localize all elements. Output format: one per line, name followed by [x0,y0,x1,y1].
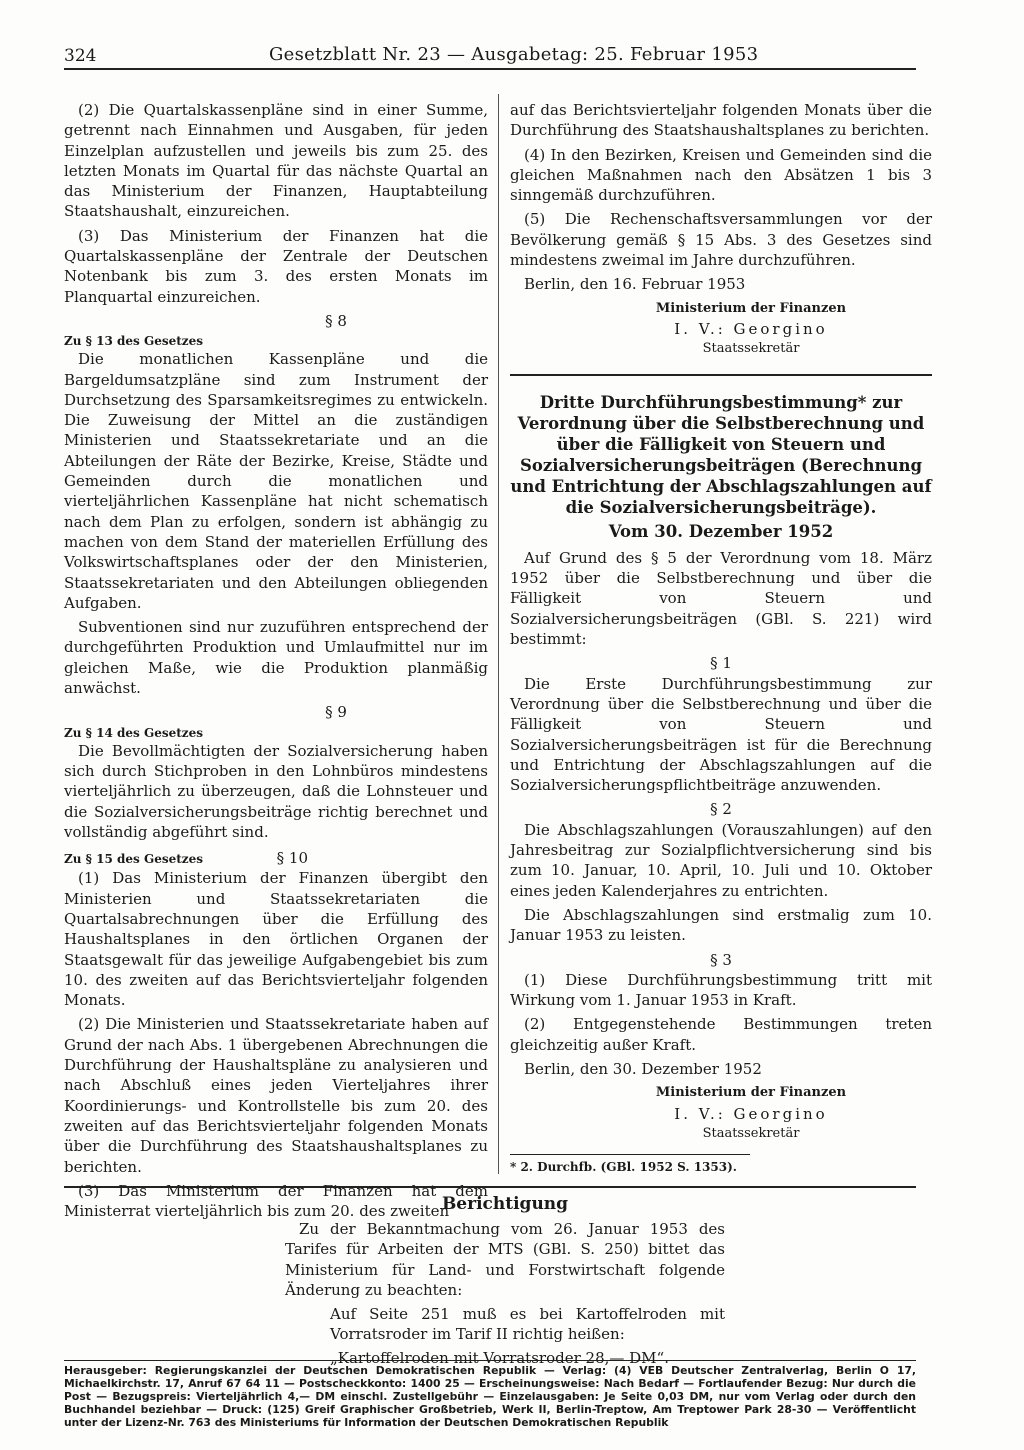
signature-name: I. V.: Georgino [674,319,828,338]
paragraph: Die Abschlagszahlungen sind erstmalig zum 10. Januar 1953 zu leisten. [510,905,932,945]
correction-title: Berichtigung [441,1194,569,1214]
paragraph: (4) In den Bezirken, Kreisen und Gemeinden sind die gleichen Maßnahmen nach den Absätzen 1 bis 3 sinngemäß durchzuführen. [510,145,932,205]
law-reference: Zu § 15 des Gesetzes [64,852,203,867]
regulation-date: Vom 30. Dezember 1952 [608,521,834,541]
signature-ministry: Ministerium der Finanzen [655,1085,847,1101]
section-heading: § 2 [710,800,732,819]
columns-bottom-rule [64,1186,916,1188]
signature-ministry: Ministerium der Finanzen [655,300,847,316]
footnote: * 2. Durchfb. (GBl. 1952 S. 1353). [510,1160,737,1175]
publisher-imprint: Herausgeber: Regierungskanzlei der Deutschen Demokratischen Republik — Verlag: (4) VEB Deutscher Zentralverlag, Berlin O 17, Michaelkirchstr. 17, Anruf 67 64 11 — Postscheckkonto: 1400 25 — Erscheinungsweise: Nach Bedarf — Fortlaufender Bezug: Nur durch die Post — Bezugspreis: Vierteljährlich 4,— DM einschl. Zustellgebühr — Einzelausgaben: Je Seite 0,03 DM, nur vom Verlag oder durch den Buchhandel beziehbar — Druck: (125) Greif Graphischer Großbetrieb, Werk II, Berlin-Treptow, Am Treptower Park 28-30 — Veröffentlicht unter der Lizenz-Nr. 763 des Ministeriums für Information der Deutschen Demokratischen Republik [64,1364,916,1429]
paragraph: Die monatlichen Kassenpläne und die Bargeldumsatzpläne sind zum Instrument der Durchsetzung des Sparsamkeitsregimes zu entwickeln. Die Zuweisung der Mittel an die zuständigen Ministerien und Staatssekretariate und an die Abteilungen der Räte der Bezirke, Kreise, Städte und Gemeinden durch die monatlichen und vierteljährlichen Kassenpläne hat nicht schematisch nach dem Plan zu erfolgen, sondern ist abhängig zu machen von dem Stand der materiellen Erfüllung des Volkswirtschaftsplanes oder der den Ministerien, Staatssekretariaten und den Abteilungen obliegenden Aufgaben. [64,350,488,612]
law-reference: Zu § 14 des Gesetzes [64,725,203,740]
paragraph: Auf Seite 251 muß es bei Kartoffelroden mit Vorratsroder im Tarif II richtig heißen: [330,1304,725,1343]
paragraph: (2) Entgegenstehende Bestimmungen treten gleichzeitig außer Kraft. [510,1015,932,1054]
page-number: 324 [64,46,97,66]
paragraph: (5) Die Rechenschaftsversammlungen vor der Bevölkerung gemäß § 15 Abs. 3 des Gesetzes sind mindestens zweimal im Jahre durchzuführen. [510,210,932,270]
left-column [64,100,488,1225]
signature-block [570,1083,932,1144]
regulation-title: Dritte Durchführungsbestimmung* zur Verordnung über die Selbstberechnung und über die Fälligkeit von Steuern und Sozialversicherungsbeiträgen (Berechnung und Entrichtung der Abschlagszahlungen auf die Sozialversicherungsbeiträge). [510,392,932,517]
section-heading: § 8 [325,311,347,330]
signature-block [570,299,932,360]
paragraph: „Kartoffelroden mit Vorratsroder 28,— DM“. [330,1348,669,1367]
place-date: Berlin, den 16. Februar 1953 [524,275,746,294]
section-heading: § 3 [710,950,732,969]
paragraph: (1) Das Ministerium der Finanzen übergibt den Ministerien und Staatssekretariaten die Quartalsabrechnungen über die Erfüllung des Haushaltsplanes in den örtlichen Organen der Staatsgewalt für das jeweilige Aufgabengebiet bis zum 10. des zweiten auf das Berichtsvierteljahr folgenden Monats. [64,869,488,1010]
section-heading: § 1 [710,654,732,673]
page-header [64,44,916,70]
right-column [510,100,932,1177]
paragraph: (2) Die Quartalskassenpläne sind in einer Summe, getrennt nach Einnahmen und Ausgaben, für jeden Einzelplan aufzustellen und jeweils bis zum 25. des letzten Monats im Quartal für das nächste Quartal an das Ministerium der Finanzen, Hauptabteilung Staatshaushalt, einzureichen. [64,101,488,221]
gazette-title: Gesetzblatt Nr. 23 — Ausgabetag: 25. Februar 1953 [269,44,759,65]
paragraph: Die Bevollmächtigten der Sozialversicherung haben sich durch Stichproben in den Lohnbüros mindestens vierteljährlich zu überzeugen, daß die Lohnsteuer und die Sozialversicherungsbeiträge richtig berechnet und vollständig abgeführt sind. [64,741,488,841]
signature-role: Staatssekretär [702,341,800,357]
column-divider [498,94,499,1174]
paragraph: Die Abschlagszahlungen (Vorauszahlungen) auf den Jahresbeitrag zur Sozialpflichtversicherung sind bis zum 10. Januar, 10. April, 10. Juli und 10. Oktober eines jeden Kalenderjahres zu entrichten. [510,820,932,900]
paragraph: Zu der Bekanntmachung vom 26. Januar 1953 des Tarifes für Arbeiten der MTS (GBl. S. 250) bittet das Ministerium für Land- und Forstwirtschaft folgende Änderung zu beachten: [285,1219,725,1299]
paragraph: (2) Die Ministerien und Staatssekretariate haben auf Grund der nach Abs. 1 übergebenen Abrechnungen die Durchführung der Haushaltspläne zu analysieren und nach Abschluß eines jeden Vierteljahres ihrer Koordinierungs- und Kontrollstelle bis zum 20. des zweiten auf das Berichtsvierteljahr folgenden Monats über die Durchführung des Staatshaushaltsplanes zu berichten. [64,1015,488,1176]
paragraph: (3) Das Ministerium der Finanzen hat die Quartalskassenpläne der Zentrale der Deutschen Notenbank bis zum 3. des ersten Monats im Planquartal einzureichen. [64,226,488,306]
paragraph: Die Erste Durchführungsbestimmung zur Verordnung über die Selbstberechnung und über die Fälligkeit von Steuern und Sozialversicherungsbeiträgen ist für die Berechnung und Entrichtung der Abschlagszahlungen auf die Sozialversicherungspflichtbeiträge anzuwenden. [510,674,932,795]
paragraph: auf das Berichtsvierteljahr folgenden Monats über die Durchführung des Staatshaushaltsplanes zu berichten. [510,101,932,140]
law-reference: Zu § 13 des Gesetzes [64,334,203,349]
signature-name: I. V.: Georgino [674,1104,828,1123]
section-heading-row [64,848,488,868]
correction-notice [285,1194,725,1371]
section-divider [510,374,932,376]
paragraph: Auf Grund des § 5 der Verordnung vom 18. März 1952 über die Selbstberechnung und über die Fälligkeit von Steuern und Sozialversicherungsbeiträgen (GBl. S. 221) wird bestimmt: [510,548,932,649]
paragraph: Subventionen sind nur zuzuführen entsprechend der durchgeführten Produktion und Umlaufmittel nur im gleichen Maße, wie die Produktion planmäßig anwächst. [64,618,488,698]
paragraph: (1) Diese Durchführungsbestimmung tritt mit Wirkung vom 1. Januar 1953 in Kraft. [510,970,932,1010]
place-date: Berlin, den 30. Dezember 1952 [524,1059,762,1078]
header-rule [64,68,916,70]
paragraph: (3) Das Ministerium der Finanzen hat dem Ministerrat vierteljährlich bis zum 20. des zweiten [64,1181,488,1221]
section-heading: § 9 [325,703,347,722]
imprint-rule [64,1360,916,1361]
signature-role: Staatssekretär [702,1125,800,1141]
footnote-rule [510,1154,750,1155]
section-heading: § 10 [276,849,308,868]
